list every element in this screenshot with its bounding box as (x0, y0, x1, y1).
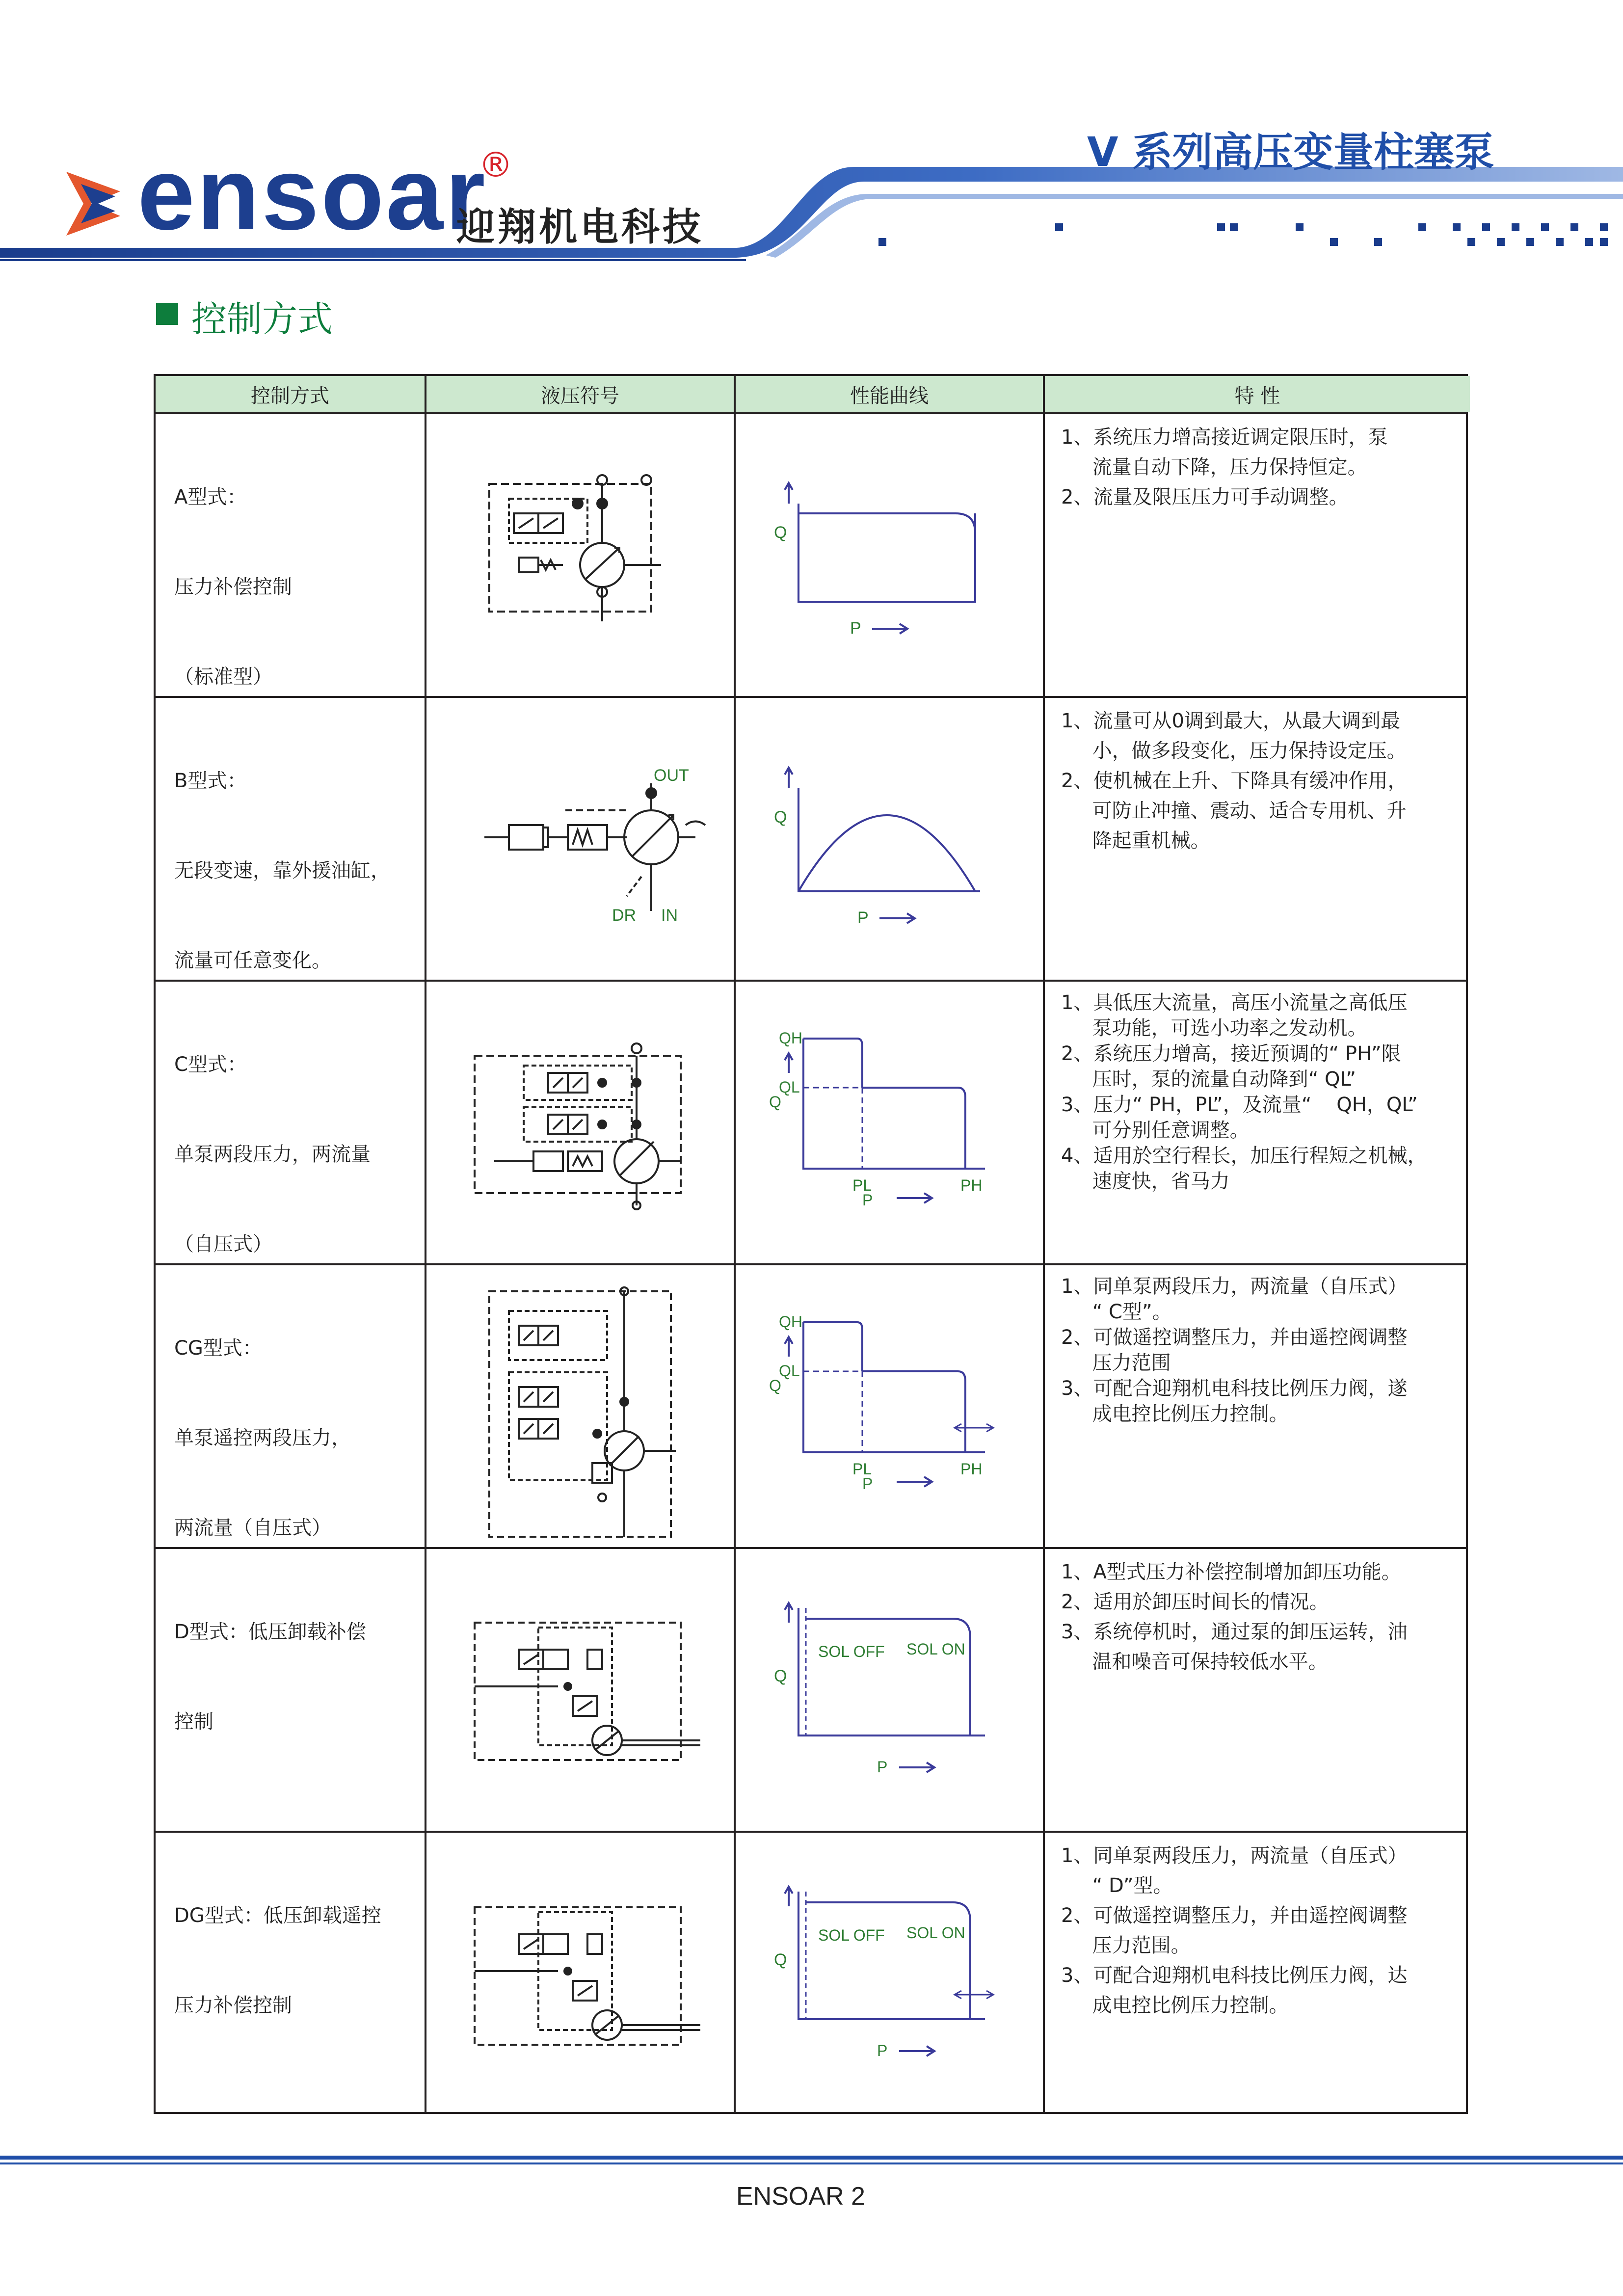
features-a: 1、系统压力增高接近调定限压时，泵 流量自动下降，压力保持恒定。 2、流量及限压压力可手动调整。 (1061, 426, 1388, 508)
symbol-b-dr-label: DR (612, 906, 637, 925)
curve-b-q-label: Q (774, 808, 787, 827)
curve-dg-q-label: Q (774, 1950, 787, 1969)
curve-cg-ql-label: QL (779, 1362, 800, 1380)
curve-cg-chart (769, 1303, 1024, 1499)
curve-a-q-label: Q (774, 523, 787, 542)
symbol-b-in-label: IN (661, 906, 678, 925)
symbol-dg-diagram (470, 1897, 705, 2059)
type-d-text: D型式：低压卸载补偿 控制 (174, 1621, 366, 1733)
type-cg-text: CG型式： 单泵遥控两段压力， 两流量（自压式） (174, 1337, 351, 1539)
curve-b-p-label: P (857, 908, 869, 927)
features-d: 1、A型式压力补偿控制增加卸压功能。 2、适用於卸压时间长的情况。 3、系统停机时，通过泵的卸压运转，油 温和噪音可保持较低水平。 (1061, 1561, 1408, 1673)
type-c-text: C型式： 单泵两段压力，两流量 （自压式） (174, 1053, 371, 1255)
curve-d-sol-off-label: SOL OFF (818, 1643, 885, 1660)
curve-a-chart (769, 474, 1005, 651)
features-b: 1、流量可从0调到最大，从最大调到最 小，做多段变化，压力保持设定压。 2、使机械在上升、下降具有缓冲作用， 可防止冲撞、震动、适合专用机、升 降起重机械。 (1061, 710, 1408, 852)
header-cell-symbol: 液压符号 (426, 376, 734, 412)
curve-c-pl-label: PL (852, 1176, 872, 1194)
curve-dg-sol-on-label: SOL ON (906, 1924, 965, 1942)
footer-page-label: ENSOAR 2 (736, 2182, 865, 2211)
curve-dg-sol-off-label: SOL OFF (818, 1926, 885, 1944)
curve-a-p-label: P (850, 619, 861, 638)
logo-wordmark: ensoar (137, 136, 487, 251)
curve-c-ql-label: QL (779, 1078, 800, 1096)
curve-cg-ph-label: PH (960, 1460, 983, 1478)
type-a-text: A型式： 压力补偿控制 （标准型） (174, 486, 292, 688)
symbol-c-diagram (465, 1036, 691, 1213)
header-cell-control: 控制方式 (156, 376, 425, 412)
curve-cg-p-label: P (862, 1475, 873, 1493)
curve-d-sol-on-label: SOL ON (906, 1640, 965, 1658)
symbol-cg-diagram (479, 1281, 686, 1547)
symbol-b-diagram (479, 764, 715, 926)
header-cell-features: 特 性 (1045, 376, 1470, 412)
logo-chinese-name: 迎翔机电科技 (456, 205, 704, 249)
section-bullet-icon (156, 303, 178, 325)
features-c: 1、具低压大流量，高压小流量之高低压 泵功能，可选小功率之发动机。 2、系统压力增高，接近预调的“ PH”限 压时，泵的流量自动降到“ QL” 3、压力“ PH，PL”，及流量“ QH，QL” 可分别任意调整。 4、适用於空行程长，加压行程短之机械， 速度快，省马力 (1061, 991, 1427, 1193)
features-cg: 1、同单泵两段压力，两流量（自压式） “ C型”。 2、可做遥控调整压力，并由遥控阀调整 压力范围 3、可配合迎翔机电科技比例压力阀，遂 成电控比例压力控制。 (1061, 1275, 1408, 1425)
curve-dg-p-label: P (877, 2042, 888, 2059)
footer-rule (0, 2155, 1623, 2169)
curve-c-p-label: P (862, 1191, 873, 1209)
section-title: 控制方式 (191, 298, 333, 340)
logo-mark-icon (61, 162, 135, 245)
curve-c-q-label: Q (769, 1093, 781, 1111)
curve-c-qh-label: QH (779, 1029, 802, 1047)
control-methods-table (154, 374, 1468, 2114)
curve-cg-pl-label: PL (852, 1460, 872, 1478)
features-dg: 1、同单泵两段压力，两流量（自压式） “ D”型。 2、可做遥控调整压力，并由遥控阀调整 压力范围。 3、可配合迎翔机电科技比例压力阀，达 成电控比例压力控制。 (1061, 1844, 1408, 2017)
curve-d-chart (769, 1588, 1024, 1794)
curve-cg-q-label: Q (769, 1377, 781, 1394)
curve-b-chart (769, 759, 1005, 935)
symbol-a-diagram (479, 474, 676, 636)
curve-cg-qh-label: QH (779, 1313, 802, 1331)
curve-dg-chart (769, 1872, 1024, 2078)
curve-c-ph-label: PH (960, 1176, 983, 1194)
series-title: V 系列高压变量柱塞泵 (1087, 129, 1495, 176)
curve-d-q-label: Q (774, 1667, 787, 1685)
curve-c-chart (769, 1019, 1024, 1215)
type-dg-text: DG型式：低压卸载遥控 压力补偿控制 (174, 1904, 381, 2017)
curve-d-p-label: P (877, 1758, 888, 1776)
type-b-text: B型式： 无段变速，靠外援油缸， 流量可任意变化。 (174, 770, 390, 972)
symbol-d-diagram (470, 1613, 705, 1775)
header-cell-curve: 性能曲线 (736, 376, 1043, 412)
registered-mark: ® (479, 145, 513, 185)
symbol-b-out-label: OUT (654, 766, 689, 785)
